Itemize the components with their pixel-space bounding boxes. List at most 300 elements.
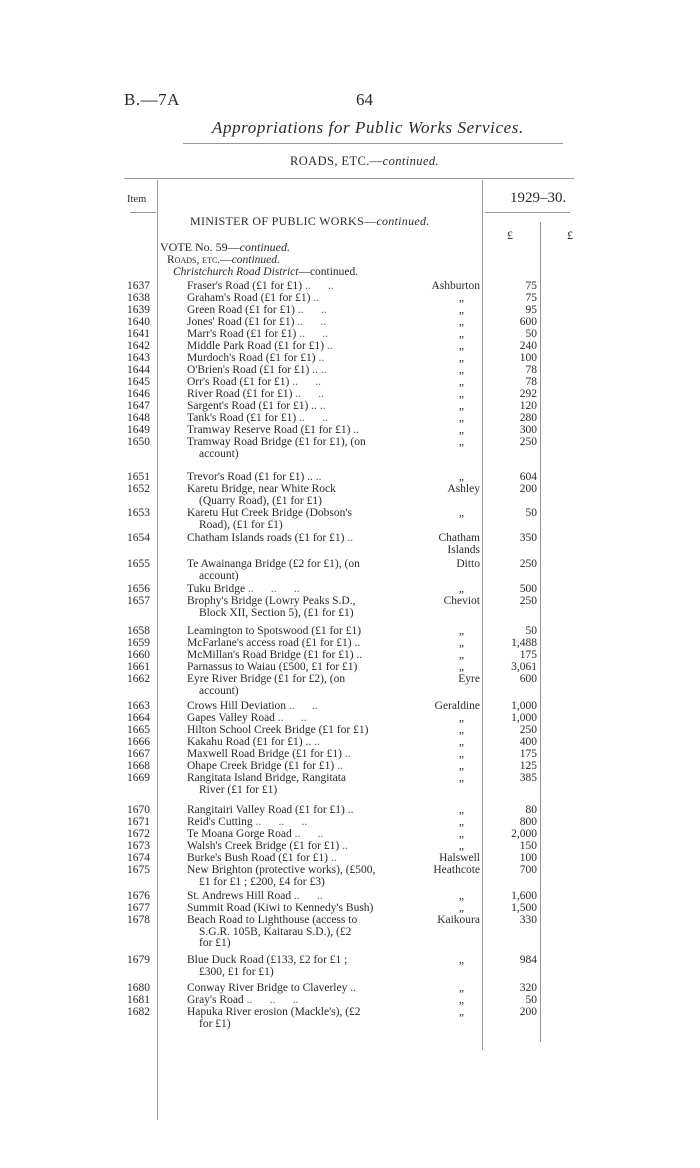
district-place — [400, 329, 480, 341]
leader-dots: .. — [315, 471, 322, 483]
item-number: 1648 — [127, 412, 150, 424]
amount-value: 250 — [519, 558, 537, 570]
place-name: „ — [458, 400, 464, 412]
page-number: 64 — [356, 90, 373, 109]
leader-dots: .. — [326, 340, 333, 352]
place-name: „ — [458, 304, 464, 316]
description-text: Reid's Cutting — [187, 816, 253, 828]
district-place — [400, 650, 480, 662]
description-text: Maxwell Road Bridge (£1 for £1) — [187, 748, 342, 760]
description-text: St. Andrews Hill Road — [187, 890, 292, 902]
place-name: Chatham — [438, 532, 480, 544]
district-place — [400, 281, 480, 293]
amount-value: 100 — [519, 352, 537, 364]
amount-value: 200 — [519, 483, 537, 495]
place-name: „ — [458, 340, 464, 352]
district-place — [400, 817, 480, 829]
item-description — [187, 725, 395, 737]
amount-value: 80 — [525, 804, 537, 816]
leader-dots: .. — [313, 292, 320, 304]
district-place — [400, 353, 480, 365]
description-text: Chatham Islands roads (£1 for £1) — [187, 532, 345, 544]
description-text: Sargent's Road (£1 for £1) .. — [187, 400, 317, 412]
description-text: Eyre River Bridge (£1 for £2), (on — [187, 673, 346, 685]
place-name: „ — [458, 424, 464, 436]
amount-value: 320 — [519, 982, 537, 994]
item-number: 1680 — [127, 982, 150, 994]
place-name: „ — [458, 412, 464, 424]
description-continuation: for £1) — [199, 937, 231, 949]
year-rule — [485, 212, 570, 213]
description-text: Jones' Road (£1 for £1) — [187, 316, 295, 328]
amount-value: 300 — [519, 424, 537, 436]
item-description — [187, 903, 395, 915]
amount-value: 250 — [519, 595, 537, 607]
amount-value: 280 — [519, 412, 537, 424]
description-continuation: for £1) — [199, 1017, 231, 1030]
amount-value: 600 — [519, 673, 537, 685]
item-description — [187, 829, 395, 841]
description-text: Tuku Bridge — [187, 583, 246, 595]
table-top-rule — [124, 178, 574, 179]
item-description — [187, 401, 395, 413]
district-place — [400, 773, 480, 785]
description-text: Green Road (£1 for £1) — [187, 304, 295, 316]
place-name: „ — [458, 804, 464, 816]
description-text: Gapes Valley Road — [187, 712, 275, 724]
place-name: „ — [458, 760, 464, 772]
leader-dots: .. — [337, 760, 343, 772]
description-text: Conway River Bridge to Claverley .. — [187, 982, 356, 994]
leader-dots: .. .. — [297, 304, 327, 316]
description-continuation: account) — [199, 447, 239, 460]
item-description — [187, 773, 395, 796]
place-name: Ashburton — [431, 280, 480, 292]
item-description — [187, 915, 395, 950]
amount-value: 78 — [525, 364, 537, 376]
place-name: „ — [458, 471, 464, 483]
amount-value: 330 — [519, 914, 537, 926]
item-description — [187, 329, 395, 341]
item-number: 1676 — [127, 890, 150, 902]
item-number: 1678 — [127, 914, 150, 926]
item-number: 1662 — [127, 673, 150, 685]
leader-dots: .. .. — [292, 376, 321, 388]
district-place — [400, 413, 480, 425]
item-number: 1663 — [127, 700, 150, 712]
amount-value: 120 — [519, 400, 537, 412]
leader-dots: .. .. — [294, 828, 324, 840]
item-number: 1670 — [127, 804, 150, 816]
roads-main: Roads, etc.— — [167, 254, 232, 266]
item-number: 1675 — [127, 864, 150, 876]
amount-value: 50 — [525, 994, 537, 1006]
district-place — [400, 674, 480, 686]
description-text: Burke's Bush Road (£1 for £1) — [187, 852, 329, 864]
description-text: McFarlane's access road (£1 for £1) .. — [187, 637, 361, 649]
place-name: „ — [458, 828, 464, 840]
item-number: 1650 — [127, 436, 150, 448]
description-continuation: account) — [199, 684, 239, 697]
description-text: Middle Park Road (£1 for £1) — [187, 340, 325, 352]
item-number: 1661 — [127, 661, 150, 673]
description-text: Murdoch's Road (£1 for £1) — [187, 352, 316, 364]
amount-value: 800 — [519, 816, 537, 828]
item-description — [187, 701, 395, 713]
description-continuation: (Quarry Road), (£1 for £1) — [199, 494, 322, 507]
district-place — [400, 841, 480, 853]
amount-value: 1,488 — [511, 637, 537, 649]
year-column-header: 1929–30. — [510, 190, 567, 206]
minister-heading — [190, 214, 430, 229]
item-description — [187, 317, 395, 329]
page-title: Appropriations for Public Works Services. — [212, 118, 524, 137]
item-description — [187, 584, 395, 596]
leader-dots: .. .. — [297, 316, 327, 328]
item-number: 1652 — [127, 483, 150, 495]
amount-value: 175 — [519, 649, 537, 661]
item-number: 1641 — [127, 328, 150, 340]
item-number: 1637 — [127, 280, 150, 292]
description-text: Summit Road (Kiwi to Kennedy's Bush) — [187, 902, 374, 914]
item-description — [187, 413, 395, 425]
district-heading — [173, 266, 358, 278]
item-number: 1667 — [127, 748, 150, 760]
description-text: Ohape Creek Bridge (£1 for £1) — [187, 760, 335, 772]
description-text: Graham's Road (£1 for £1) — [187, 292, 311, 304]
leader-dots: .. — [319, 400, 326, 412]
place-name: Ashley — [447, 483, 480, 495]
district-place — [400, 341, 480, 353]
district-place — [400, 584, 480, 596]
description-text: Tramway Road Bridge (£1 for £1), (on — [187, 436, 366, 448]
place-name: Halswell — [439, 852, 480, 864]
amount-value: 700 — [519, 864, 537, 876]
leader-dots: .. — [314, 736, 320, 748]
district-place — [400, 915, 480, 927]
description-continuation: £300, £1 for £1) — [199, 965, 274, 978]
leader-dots: .. .. .. — [246, 994, 299, 1006]
item-number: 1668 — [127, 760, 150, 772]
district-place — [400, 713, 480, 725]
place-name-continuation: Islands — [447, 543, 480, 556]
item-description — [187, 377, 395, 389]
place-name: „ — [458, 994, 464, 1006]
item-number: 1638 — [127, 292, 150, 304]
district-place — [400, 305, 480, 317]
description-text: Gray's Road — [187, 994, 244, 1006]
description-text: Hilton School Creek Bridge (£1 for £1) — [187, 724, 369, 736]
district-place — [400, 533, 480, 556]
amount-value: 604 — [519, 471, 537, 483]
description-text: Blue Duck Road (£133, £2 for £1 ; — [187, 954, 348, 966]
item-description — [187, 472, 395, 484]
district-place — [400, 701, 480, 713]
item-number: 1657 — [127, 595, 150, 607]
place-name: „ — [458, 388, 464, 400]
district-place — [400, 829, 480, 841]
leader-dots: .. — [318, 352, 325, 364]
place-name: „ — [458, 840, 464, 852]
district-place — [400, 437, 480, 449]
item-description — [187, 749, 395, 761]
amount-value: 1,000 — [511, 712, 537, 724]
district-place — [400, 626, 480, 638]
place-name: „ — [458, 583, 464, 595]
item-description — [187, 437, 395, 460]
place-name: „ — [458, 902, 464, 914]
subtitle-continued: continued. — [382, 154, 440, 168]
item-description — [187, 983, 395, 995]
place-name: „ — [458, 637, 464, 649]
item-number: 1660 — [127, 649, 150, 661]
leader-dots: .. — [330, 852, 337, 864]
item-header-rule — [130, 212, 156, 213]
item-description — [187, 626, 395, 638]
amount-value: 600 — [519, 316, 537, 328]
item-description — [187, 674, 395, 697]
roads-continued: continued. — [231, 254, 280, 266]
district-place — [400, 853, 480, 865]
amount-value: 240 — [519, 340, 537, 352]
district-place — [400, 401, 480, 413]
description-text: Hapuka River erosion (Mackle's), (£2 — [187, 1006, 361, 1018]
item-column-divider — [157, 180, 158, 1120]
leader-dots: .. — [344, 748, 351, 760]
amount-value: 1,600 — [511, 890, 537, 902]
description-continuation: account) — [199, 569, 239, 582]
place-name: „ — [458, 316, 464, 328]
leader-dots: .. .. — [295, 388, 325, 400]
item-column-header: Item — [127, 194, 147, 205]
district-place — [400, 425, 480, 437]
roads-heading — [167, 254, 280, 266]
item-description — [187, 865, 395, 888]
district-place — [400, 317, 480, 329]
description-text: Karetu Hut Creek Bridge (Dobson's — [187, 507, 352, 519]
vote-continued: continued. — [239, 240, 290, 254]
description-text: Marr's Road (£1 for £1) — [187, 328, 297, 340]
description-text: Rangitairi Valley Road (£1 for £1) .. — [187, 804, 354, 816]
title-rule — [183, 143, 563, 144]
leader-dots: .. .. — [288, 700, 318, 712]
district-place — [400, 508, 480, 520]
amount-value: 2,000 — [511, 828, 537, 840]
description-text: O'Brien's Road (£1 for £1) .. — [187, 364, 318, 376]
item-number: 1649 — [127, 424, 150, 436]
place-name: „ — [458, 748, 464, 760]
place-name: Heathcote — [433, 864, 480, 876]
item-description — [187, 995, 395, 1007]
item-number: 1651 — [127, 471, 150, 483]
amount-value: 1,000 — [511, 700, 537, 712]
place-name: Ditto — [456, 558, 480, 570]
place-name: „ — [458, 649, 464, 661]
item-description — [187, 596, 395, 619]
item-description — [187, 533, 395, 545]
description-text: Walsh's Creek Bridge (£1 for £1) — [187, 840, 340, 852]
item-number: 1674 — [127, 852, 150, 864]
district-place — [400, 903, 480, 915]
district-place — [400, 761, 480, 773]
leader-dots: .. .. .. — [255, 816, 308, 828]
district-place — [400, 293, 480, 305]
district-place — [400, 865, 480, 877]
description-continuation: River (£1 for £1) — [199, 783, 278, 796]
amount-value: 100 — [519, 852, 537, 864]
district-place — [400, 891, 480, 903]
minister-continued: continued. — [376, 214, 430, 228]
item-description — [187, 891, 395, 903]
place-name: „ — [458, 661, 464, 673]
item-description — [187, 365, 395, 377]
place-name: „ — [458, 736, 464, 748]
item-description — [187, 353, 395, 365]
district-name: Christchurch Road District — [173, 266, 299, 278]
item-number: 1679 — [127, 954, 150, 966]
place-name: „ — [458, 376, 464, 388]
leader-dots: .. — [342, 840, 348, 852]
description-continuation: Road), (£1 for £1) — [199, 518, 283, 531]
place-name: „ — [458, 724, 464, 736]
amount-value: 250 — [519, 724, 537, 736]
district-place — [400, 365, 480, 377]
item-number: 1664 — [127, 712, 150, 724]
place-name: „ — [458, 436, 464, 448]
item-number: 1654 — [127, 532, 150, 544]
description-text: Trevor's Road (£1 for £1) .. — [187, 471, 313, 483]
district-place — [400, 995, 480, 1007]
description-text: Te Moana Gorge Road — [187, 828, 292, 840]
description-text: Orr's Road (£1 for £1) — [187, 376, 290, 388]
document-reference: B.—7A — [124, 90, 180, 109]
place-name: „ — [458, 625, 464, 637]
district-place — [400, 377, 480, 389]
place-name: „ — [458, 352, 464, 364]
section-subtitle — [290, 154, 439, 169]
minister-main: MINISTER OF PUBLIC WORKS— — [190, 214, 377, 228]
district-place — [400, 596, 480, 608]
district-place — [400, 1007, 480, 1019]
leader-dots: .. — [347, 532, 354, 544]
item-description — [187, 341, 395, 353]
place-name: „ — [458, 982, 464, 994]
item-number: 1653 — [127, 507, 150, 519]
place-name: „ — [458, 292, 464, 304]
leader-dots: .. .. .. — [247, 583, 300, 595]
item-description — [187, 638, 395, 650]
description-text: Rangitata Island Bridge, Rangitata — [187, 772, 347, 784]
item-number: 1673 — [127, 840, 150, 852]
description-text: Beach Road to Lighthouse (access to — [187, 914, 358, 926]
description-text: Fraser's Road (£1 for £1) — [187, 280, 303, 292]
item-description — [187, 841, 395, 853]
amount-value: 500 — [519, 583, 537, 595]
description-text: Parnassus to Waiau (£500, £1 for £1) — [187, 661, 358, 673]
amount-value: 125 — [519, 760, 537, 772]
item-description — [187, 662, 395, 674]
item-description — [187, 425, 395, 437]
amount-value: 50 — [525, 507, 537, 519]
item-number: 1656 — [127, 583, 150, 595]
place-name: „ — [458, 507, 464, 519]
description-text: Brophy's Bridge (Lowry Peaks S.D., — [187, 595, 356, 607]
place-name: Kaikoura — [437, 914, 480, 926]
district-continued: —continued. — [298, 266, 359, 278]
amount-value: 200 — [519, 1006, 537, 1018]
item-number: 1677 — [127, 902, 150, 914]
item-description — [187, 853, 395, 865]
amount-value: 385 — [519, 772, 537, 784]
description-continuation: S.G.R. 105B, Kaitarau S.D.), (£2 — [199, 925, 352, 938]
place-name: „ — [458, 816, 464, 828]
description-text: Tank's Road (£1 for £1) — [187, 412, 297, 424]
place-name: „ — [458, 328, 464, 340]
subcolumn-divider — [540, 222, 541, 1042]
item-number: 1665 — [127, 724, 150, 736]
place-name: Geraldine — [434, 700, 480, 712]
item-number: 1642 — [127, 340, 150, 352]
amount-value: 50 — [525, 625, 537, 637]
leader-dots: .. — [320, 364, 327, 376]
description-text: New Brighton (protective works), (£500, — [187, 864, 376, 876]
leader-dots: .. .. — [299, 412, 328, 424]
place-name: „ — [458, 890, 464, 902]
place-name: „ — [458, 1006, 464, 1018]
amount-value: 400 — [519, 736, 537, 748]
currency-symbol-1: £ — [507, 228, 513, 242]
amount-value: 50 — [525, 328, 537, 340]
item-number: 1682 — [127, 1006, 150, 1018]
item-description — [187, 281, 395, 293]
item-number: 1639 — [127, 304, 150, 316]
vote-heading — [160, 240, 290, 255]
item-number: 1646 — [127, 388, 150, 400]
amount-value: 75 — [525, 292, 537, 304]
item-description — [187, 737, 395, 749]
amount-value: 250 — [519, 436, 537, 448]
amount-value: 95 — [525, 304, 537, 316]
item-description — [187, 293, 395, 305]
amount-value: 3,061 — [511, 661, 537, 673]
district-place — [400, 737, 480, 749]
amount-value: 150 — [519, 840, 537, 852]
district-place — [400, 559, 480, 571]
amount-value: 75 — [525, 280, 537, 292]
item-description — [187, 761, 395, 773]
item-number: 1666 — [127, 736, 150, 748]
item-number: 1644 — [127, 364, 150, 376]
district-place — [400, 389, 480, 401]
description-continuation: £1 for £1 ; £200, £4 for £3) — [199, 875, 325, 888]
item-number: 1658 — [127, 625, 150, 637]
item-description — [187, 484, 395, 507]
description-text: Leamington to Spotswood (£1 for £1) — [187, 625, 362, 637]
amount-value: 984 — [519, 954, 537, 966]
district-place — [400, 955, 480, 967]
description-text: Karetu Bridge, near White Rock — [187, 483, 336, 495]
item-description — [187, 559, 395, 582]
description-text: Te Awainanga Bridge (£2 for £1), (on — [187, 558, 360, 570]
district-place — [400, 472, 480, 484]
item-description — [187, 389, 395, 401]
item-description — [187, 305, 395, 317]
item-number: 1643 — [127, 352, 150, 364]
description-text: McMillan's Road Bridge (£1 for £1) .. — [187, 649, 363, 661]
amount-value: 292 — [519, 388, 537, 400]
district-place — [400, 662, 480, 674]
description-continuation: Block XII, Section 5), (£1 for £1) — [199, 606, 354, 619]
